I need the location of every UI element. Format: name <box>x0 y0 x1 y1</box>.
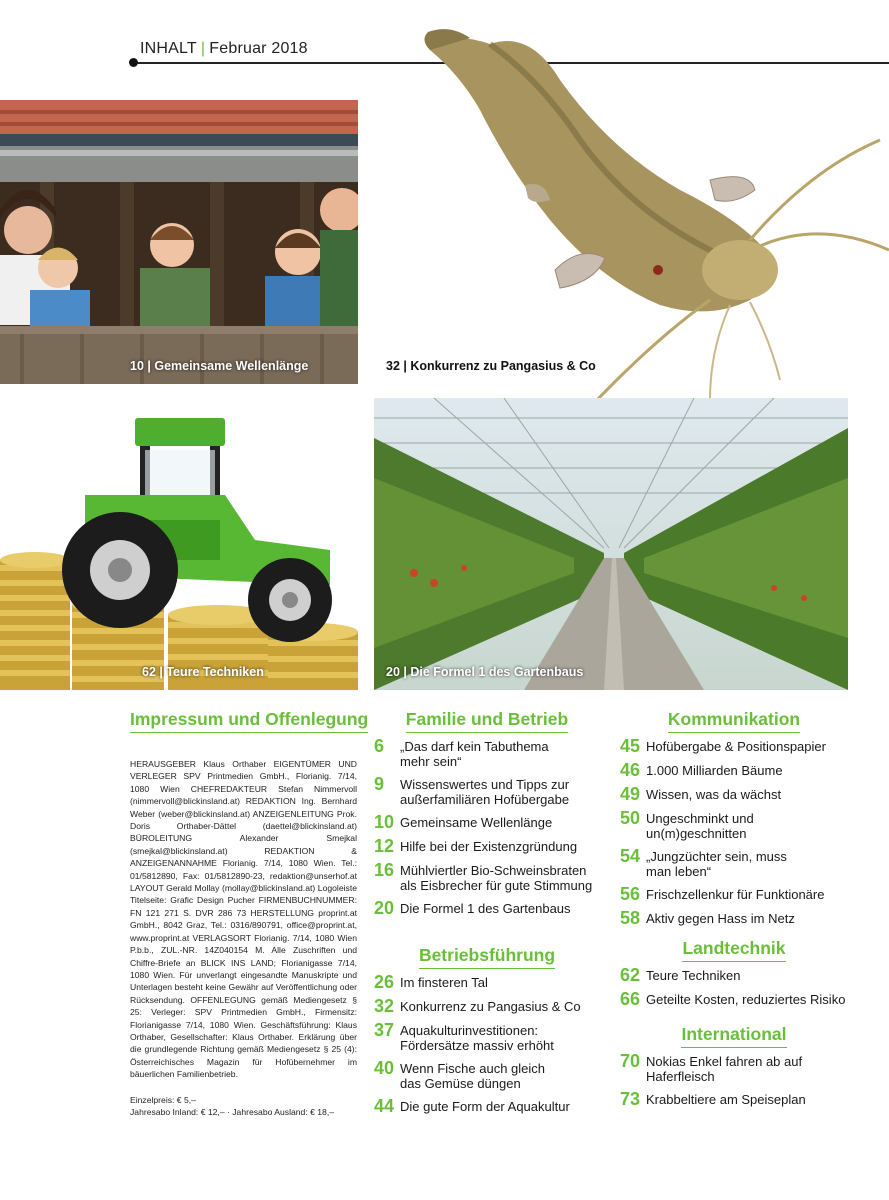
toc-item[interactable]: 10 Gemeinsame Wellenlänge <box>374 812 553 832</box>
toc-item[interactable]: 9 Wissenswertes und Tipps zur außerfamiliären Hofübergabe <box>374 774 570 807</box>
section-title-international: International <box>620 1024 848 1048</box>
section-title-kommunikation: Kommunikation <box>620 709 848 733</box>
price-abo: Jahresabo Inland: € 12,– · Jahresabo Ausland: € 18,– <box>130 1107 335 1118</box>
page-header <box>140 40 308 58</box>
toc-item[interactable]: 6 „Das darf kein Tabuthema mehr sein“ <box>374 736 549 769</box>
header-separator: | <box>200 40 206 57</box>
toc-item[interactable]: 56 Frischzellenkur für Funktionäre <box>620 884 825 904</box>
toc-betrieb <box>374 973 610 1115</box>
impressum-body: HERAUSGEBER Klaus Orthaber EIGENTÜMER UND VERLEGER SPV Printmedien GmbH., Florianig. 7/14, 1080 Wien CHEFREDAKTEUR Stefan Nimmervoll (nimmervoll@blickinsland.at) REDAKTION Ing. Bernhard Weber (weber@blickinsland.at) ANZEIGENLEITUNG Prok. Doris Orthaber-Dättel (daettel@blickinsland.at) BÜROLEITUNG Alexander Smejkal (smejkal@blickinsland.at) REDAKTION & ANZEIGENANNAHME Florianig. 7/14, 1080 Wien. Tel.: 01/5812890, Fax: 01/5812890-23, redaktion@unserhof.at LAYOUT Gerald Mollay (mollay@blickinsland.at) Logoleiste Titelseite: Grafic Design Pucher FIRMENBUCHNUMMER: FN 121 271 S. DVR 286 73 HERSTELLUNG proprint.at GmbH., 8042 Graz, Tel.: 0316/890791, office@proprint.at, www.proprint.at VERLAGSORT Florianig. 7/14, 1080 Wien P.b.b., ZUL.-NR. 14Z040154 M. Alle Zuschriften und Chiffre-Briefe an BLICK INS LAND; Florianigasse 7/14, 1080 Wien. Für unverlangt eingesandte Manuskripte und Unterlagen besteht keine Gewähr auf Veröffentlichung oder Rücksendung. OFFENLEGUNG gemäß Mediengesetz § 25: Verleger: SPV Printmedien GmbH., Firmensitz: Florianigasse 7/14, 1080 Wien. Geschäftsführung: Klaus Orthaber, Gesellschafter: Klaus Orthaber. Erklärung über die grundlegende Richtung gemäß Mediengesetz § 25 (4): Österreichisches Magazin für Hofübernehmer im bäuerlichen Familienbetrieb. <box>130 759 357 1080</box>
toc-item[interactable]: 26 Im finsteren Tal <box>374 972 488 992</box>
toc-item[interactable]: 62 Teure Techniken <box>620 965 741 985</box>
toc-item[interactable]: 73 Krabbeltiere am Speiseplan <box>620 1089 806 1109</box>
toc-item[interactable]: 40 Wenn Fische auch gleich das Gemüse düngen <box>374 1058 546 1091</box>
toc-item[interactable]: 50 Ungeschminkt und un(m)geschnitten <box>620 808 754 841</box>
tractor-caption: 62 | Teure Techniken <box>142 665 264 679</box>
price-single: Einzelpreis: € 5,– <box>130 1095 196 1105</box>
catfish-illustration <box>410 20 889 440</box>
toc-item[interactable]: 44 Die gute Form der Aquakultur <box>374 1096 570 1116</box>
header-section: INHALT <box>140 40 197 57</box>
greenhouse-caption: 20 | Die Formel 1 des Gartenbaus <box>386 665 584 679</box>
toc-international <box>620 1052 870 1108</box>
toc-item[interactable]: 70 Nokias Enkel fahren ab auf Haferfleisch <box>620 1051 803 1084</box>
toc-kommunikation <box>620 737 870 927</box>
toc-item[interactable]: 54 „Jungzüchter sein, muss man leben“ <box>620 846 787 879</box>
toc-item[interactable]: 49 Wissen, was da wächst <box>620 784 782 804</box>
toc-item[interactable]: 46 1.000 Milliarden Bäume <box>620 760 783 780</box>
impressum-title: Impressum und Offenlegung <box>130 709 358 733</box>
toc-item[interactable]: 12 Hilfe bei der Existenzgründung <box>374 836 578 856</box>
toc-item[interactable]: 37 Aquakulturinvestitionen: Fördersätze massiv erhöht <box>374 1020 554 1053</box>
toc-item[interactable]: 32 Konkurrenz zu Pangasius & Co <box>374 996 581 1016</box>
toc-item[interactable]: 66 Geteilte Kosten, reduziertes Risiko <box>620 989 846 1009</box>
greenhouse-photo <box>374 398 848 690</box>
family-caption: 10 | Gemeinsame Wellenlänge <box>130 359 309 373</box>
toc-item[interactable]: 20 Die Formel 1 des Gartenbaus <box>374 898 571 918</box>
catfish-caption: 32 | Konkurrenz zu Pangasius & Co <box>386 359 596 373</box>
toc-item[interactable]: 58 Aktiv gegen Hass im Netz <box>620 908 795 928</box>
toc-item[interactable]: 45 Hofübergabe & Positionspapier <box>620 736 826 756</box>
toc-landtechnik <box>620 966 870 1008</box>
toc-item[interactable]: 16 Mühlviertler Bio-Schweinsbraten als Eisbrecher für gute Stimmung <box>374 860 593 893</box>
section-title-betrieb: Betriebsführung <box>374 945 600 969</box>
section-title-landtechnik: Landtechnik <box>620 938 848 962</box>
coin-stack-left <box>0 552 70 690</box>
price-info <box>130 1094 334 1119</box>
toc-familie <box>374 737 610 917</box>
tractor-photo <box>0 400 358 690</box>
header-rule-dot <box>129 58 138 67</box>
section-title-familie: Familie und Betrieb <box>374 709 600 733</box>
header-issue: Februar 2018 <box>209 40 308 57</box>
family-photo <box>0 100 358 384</box>
